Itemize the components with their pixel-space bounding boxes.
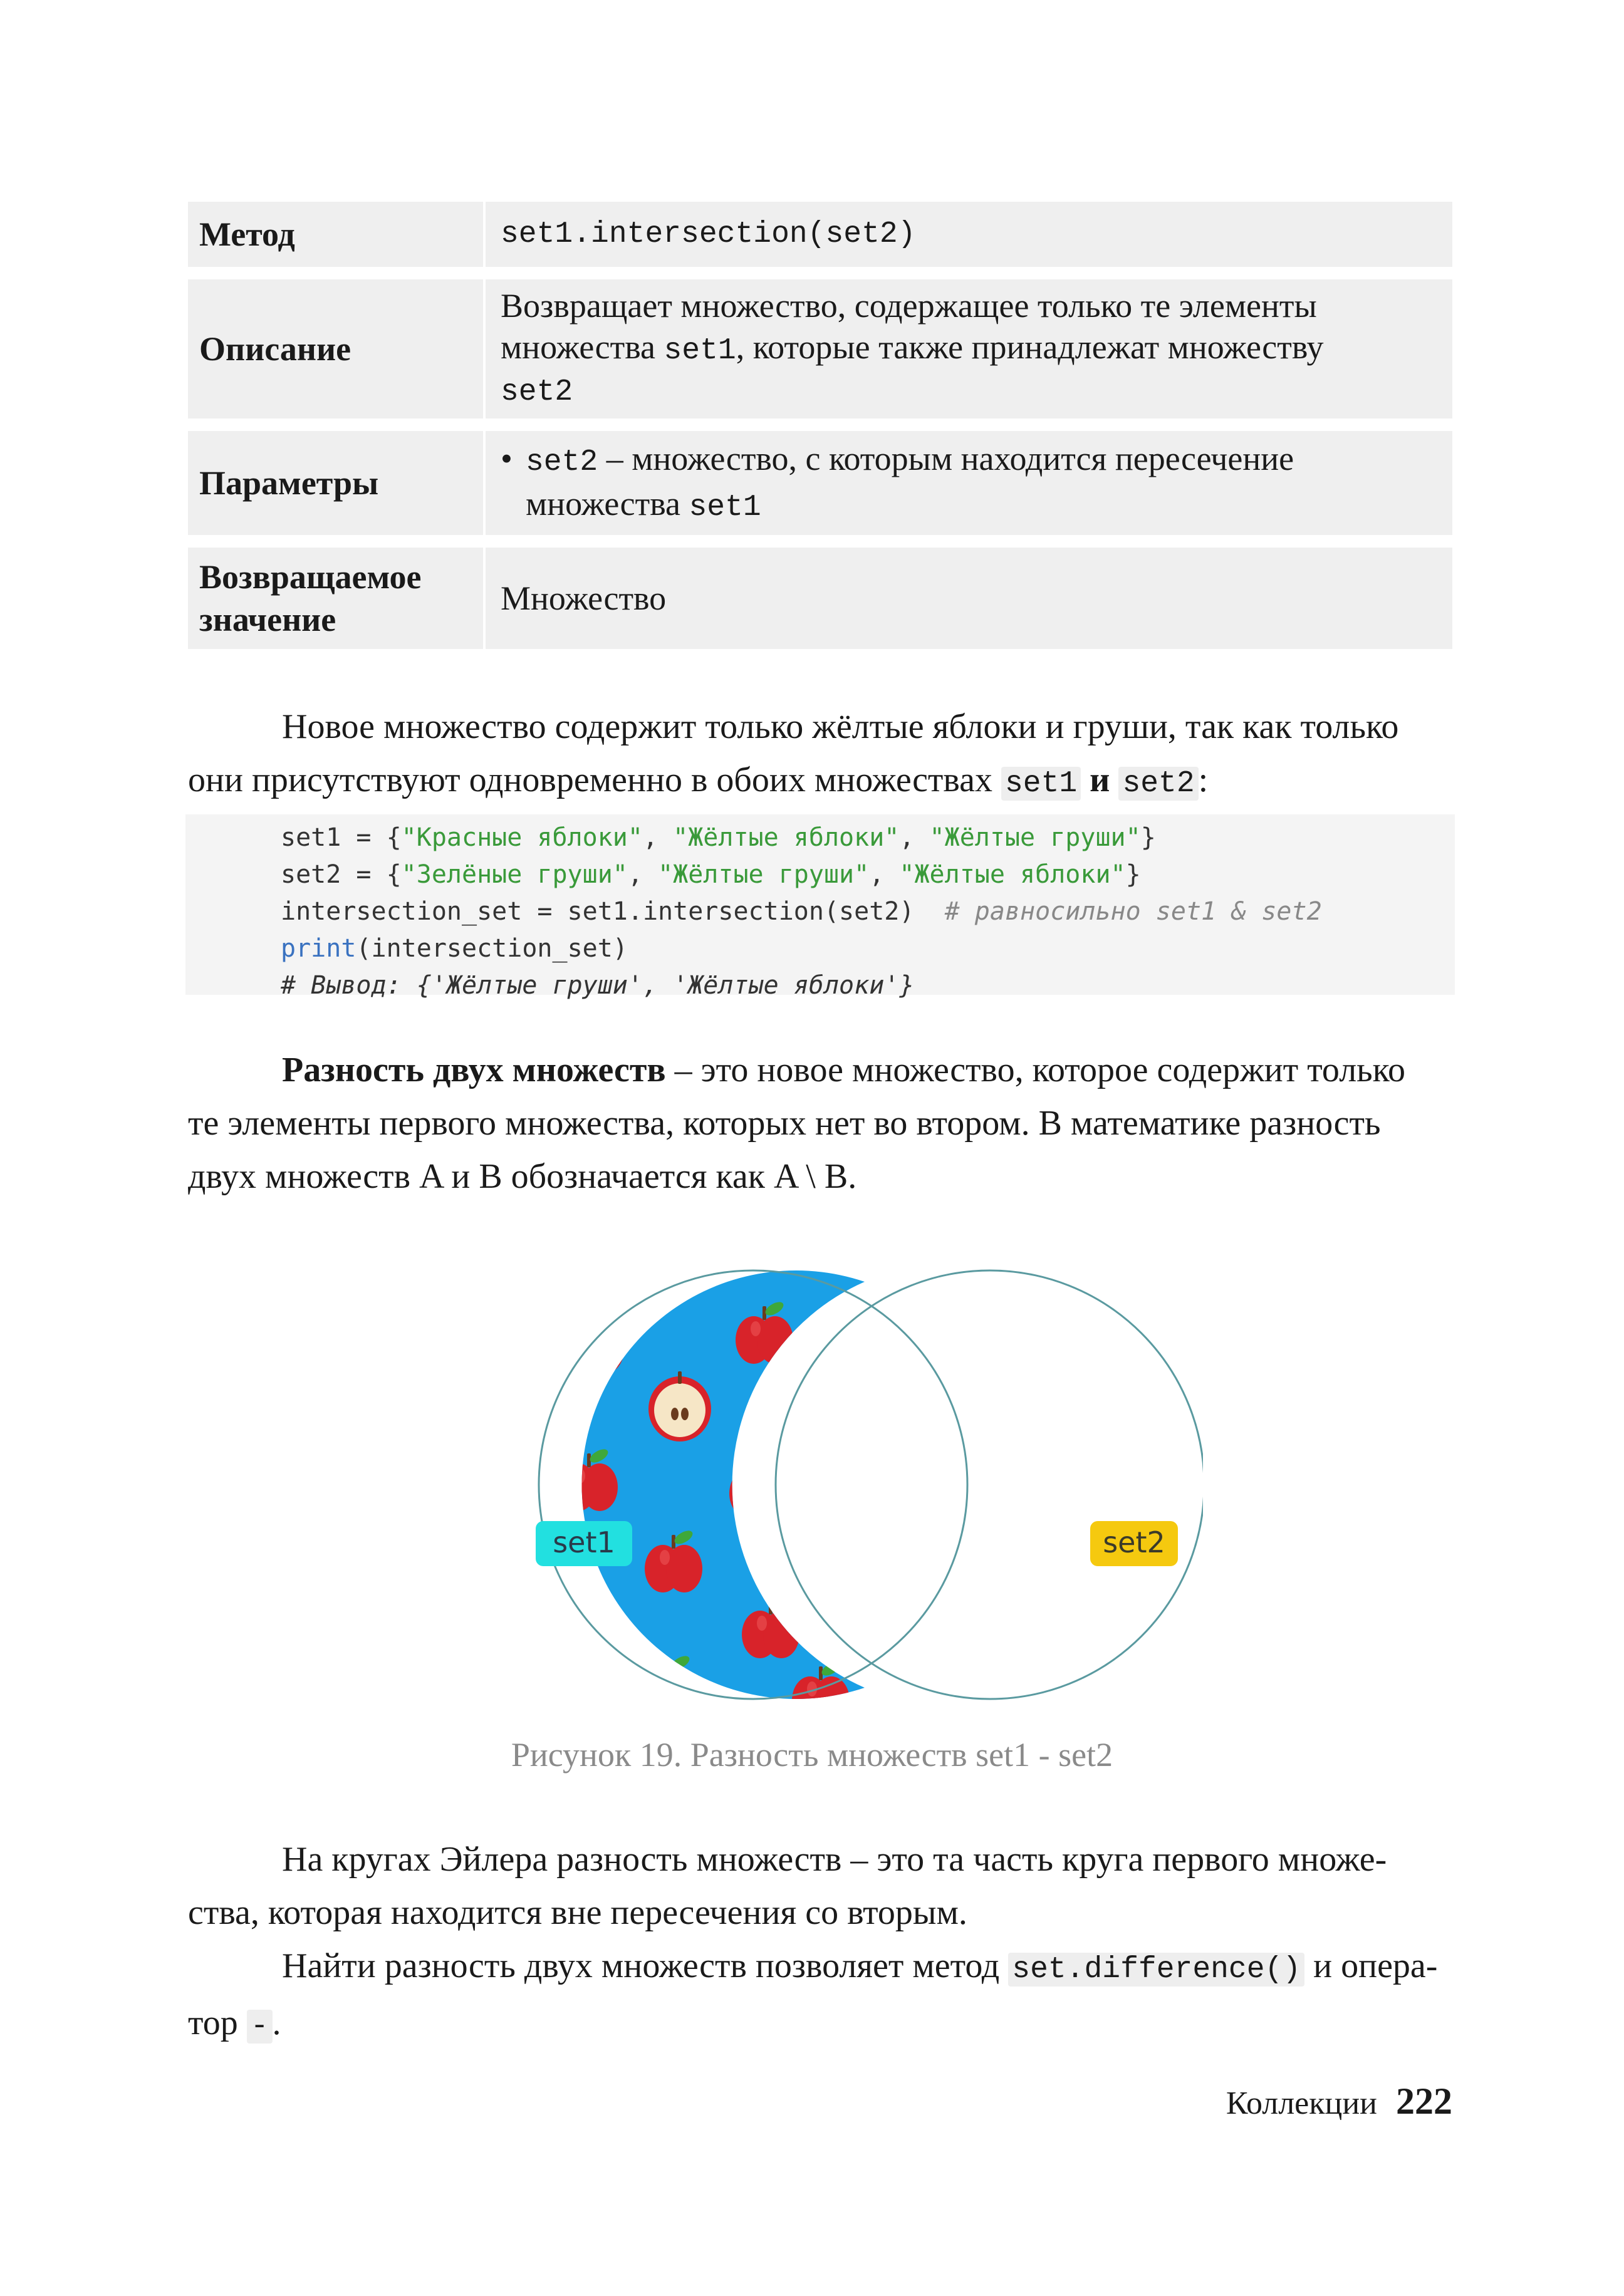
- set1-label: set1: [553, 1525, 615, 1559]
- page-number: 222: [1396, 2080, 1452, 2122]
- code-line: set1 = {"Красные яблоки", "Жёлтые яблоки", "Жёлтые груши"}: [281, 823, 1156, 852]
- figure-caption: Рисунок 19. Разность множеств set1 - set2: [511, 1736, 1113, 1774]
- set2-label: set2: [1103, 1525, 1165, 1559]
- paragraph: На кругах Эйлера разность множеств – это та часть круга первого множе- ства, которая находится вне пересечения со вторым. Найти разность двух множеств позволяет метод set.difference() и опера- тор - .: [188, 1840, 1438, 2044]
- parameter-item: • set2 – множество, с которым находится пересечение множества set1: [501, 438, 1437, 528]
- venn-diagram: [526, 1265, 1203, 1710]
- section-name: Коллекции: [1226, 2086, 1377, 2121]
- page-footer: [1226, 2080, 1452, 2123]
- table-key: Описание: [188, 279, 486, 418]
- code-line: print(intersection_set): [281, 934, 628, 963]
- table-key: Параметры: [188, 431, 486, 535]
- set2-circle: [776, 1270, 1203, 1699]
- paragraph: Разность двух множеств – это новое множество, которое содержит только те элементы первого множества, которых нет во втором. В математике разность двух множеств A и B обозначается как A \ B.: [188, 1051, 1406, 1196]
- table-key: Метод: [188, 202, 486, 267]
- paragraph: Новое множество содержит только жёлтые яблоки и груши, так как только они присутствуют одновременно в обоих множествах set1 и set2 :: [188, 707, 1399, 801]
- table-row-return-value: [188, 548, 1452, 649]
- method-table: [188, 202, 1452, 662]
- return-value: Множество: [501, 579, 667, 617]
- description-line: множества set1, которые также принадлежат множеству: [501, 328, 1324, 368]
- table-row-parameters: [188, 431, 1452, 535]
- code-line: # Вывод: {'Жёлтые груши', 'Жёлтые яблоки'}: [281, 971, 915, 1000]
- description-line: set2: [501, 375, 573, 409]
- bullet-icon: •: [501, 440, 513, 477]
- table-row-description: [188, 279, 1452, 418]
- description-line: Возвращает множество, содержащее только те элементы: [501, 287, 1317, 325]
- code-line: intersection_set = set1.intersection(set2) # равносильно set1 & set2: [281, 897, 1322, 926]
- table-row-method: [188, 202, 1452, 267]
- table-key: Возвращаемое значение: [188, 548, 486, 649]
- code-block: [185, 814, 1455, 1000]
- code-line: set2 = {"Зелёные груши", "Жёлтые груши", "Жёлтые яблоки"}: [281, 860, 1141, 889]
- method-signature: set1.intersection(set2): [501, 217, 916, 251]
- difference-region: [526, 1265, 1203, 1710]
